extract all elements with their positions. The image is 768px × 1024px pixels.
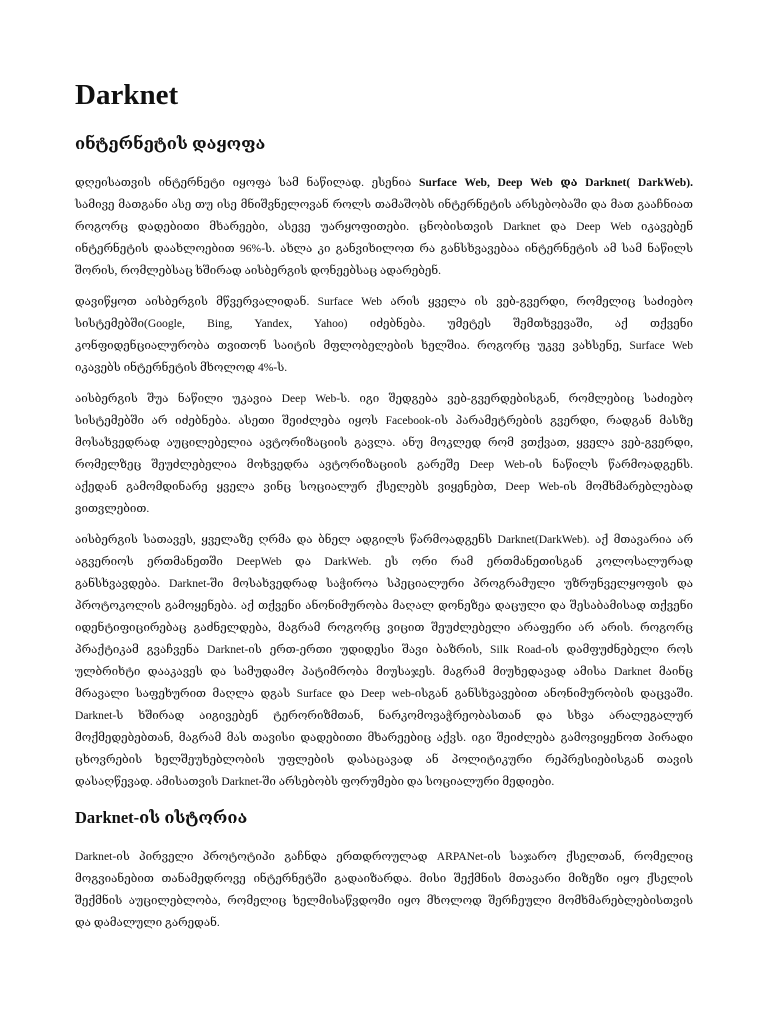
text-run: დღეისათვის ინტერნეტი იყოფა სამ ნაწილად. ესენია <box>75 176 412 189</box>
paragraph <box>75 172 693 282</box>
text-line: აისბერგის სათავეს, ყველაზე ღრმა და ბნელ ადგილს წარმოადგენს Darknet(DarkWeb). აქ მთავარია არ <box>75 533 693 546</box>
bold-text: Surface Web, Deep Web და Darknet( DarkWeb). <box>418 176 693 189</box>
text-line: აისბერგის შუა ნაწილი უკავია Deep Web-ს. იგი შედგება ვებ-გვერდებისგან, რომლებიც საძიებო <box>75 392 693 405</box>
text-line: რომელზეც შეუძლებელია მოხვედრა ავტორიზაციის გარეშე Deep Web-ის ნაწილს წარმოადგენს. <box>75 458 693 471</box>
text-line: მოსახვედრად აუცილებელია ავტორიზაციის გავლა. ანუ მოკლედ რომ ვთქვათ, ყველა ვებ-გვერდი, <box>75 436 693 449</box>
text-line: სამივე მათგანი ასე თუ ისე მნიშვნელოვან როლს თამაშობს ინტერნეტის არსებობაში და მათ გააჩნიათ <box>75 198 693 211</box>
text-line: მოგვიანებით თანამედროვე ინტერნეტში გადაიზარდა. მისი შექმნის მთავარი მიზეზი იყო ქსელის <box>75 872 693 885</box>
section-heading: Darknet-ის ისტორია <box>75 808 248 827</box>
text-line: პროტოკოლის გამოყენება. აქ თქვენი ანონიმურობა მაღალ დონეზეა დაცული და შესაბამისად თქვენი <box>75 599 693 612</box>
paragraph <box>75 388 693 520</box>
paragraph <box>75 846 693 934</box>
document-page <box>75 78 693 943</box>
text-line: აქედან გამომდინარე ყველა ვინც სოციალურ ქსელებს ვიყენებთ, Deep Web-ის მომხმარებლებად <box>75 480 693 493</box>
text-line: იკავებს ინტერნეტის მხოლოდ 4%-ს. <box>75 361 288 374</box>
text-line: სისტემებში არ იძებნება. ასეთი შეიძლება იყოს Facebook-ის პარამეტრების გვერდი, რადგან მასზე <box>75 414 693 427</box>
text-line: დავიწყოთ აისბერგის მწვერვალიდან. Surface Web არის ყველა ის ვებ-გვერდი, რომელიც საძიებო <box>75 295 693 308</box>
document-title: Darknet <box>75 79 179 111</box>
text-line: იდენტიფიცირებაც გაძნელდება, მაგრამ როგორც ვიცით შეუძლებელი არაფერი არ არის. როგორც <box>75 621 693 634</box>
text-line: ინტერნეტის დაახლოებით 96%-ს. ახლა კი განვიხილოთ რა განსხვავებაა ინტერნეტის ამ სამ ნაწილს <box>75 242 693 255</box>
paragraph <box>75 529 693 793</box>
text-line: მოქმედებებთან, მაგრამ მას თავისი დადებითი მხარეებიც აქვს. იგი შეიძლება გამოვიყენოთ პირადი <box>75 731 693 744</box>
text-line: როგორც დადებითი მხარეები, ასევე უარყოფითები. ცნობისთვის Darknet და Deep Web იკავებენ <box>75 220 693 233</box>
text-line: ცხოვრების ხელშეუხებლობის უფლების დასაცავად ან პოლიტიკური რეპრესიებისგან თავის <box>75 753 693 766</box>
section-heading: ინტერნეტის დაყოფა <box>75 134 266 153</box>
section-darknet-history <box>75 806 693 934</box>
text-line: Darknet-ს ხშირად აიგივებენ ტერორიზმთან, ნარკომოვაჭრეობასთან და სხვა არალეგალურ <box>75 709 693 722</box>
text-line: განსხვავდება. Darknet-ში მოსახვედრად საჭიროა სპეციალური პროგრამული უზრუნველყოფის და <box>75 577 693 590</box>
text-line: ვითვლებით. <box>75 502 150 515</box>
text-line <box>75 172 693 194</box>
section-internet-division <box>75 132 693 793</box>
text-line: კონფიდენციალურობა თვითონ საიტის მფლობელების ხელშია. როგორც უკვე ვახსენე, Surface Web <box>75 339 693 352</box>
text-line: მრავალი საფეხურით მაღლა დგას Surface და Deep web-ისგან განსხვავებით ანონიმურობის დაცვაში. <box>75 687 693 700</box>
text-line: პრაქტიკამ გვაჩვენა Darknet-ის ერთ-ერთი უდიდესი შავი ბაზრის, Silk Road-ის დამფუძნებელი როს <box>75 643 693 656</box>
text-line: Darknet-ის პირველი პროტოტიპი გაჩნდა ერთდროულად ARPANet-ის საჯარო ქსელთან, რომელიც <box>75 850 693 863</box>
text-line: შორის, რომლებსაც ხშირად აისბერგის დონეებსაც ადარებენ. <box>75 264 442 277</box>
text-line: აგვერიოს ერთმანეთში DeepWeb და DarkWeb. ეს ორი რამ ერთმანეთისგან კოლოსალურად <box>75 555 693 568</box>
text-line: შექმნის აუცილებლობა, რომელიც ხელმისაწვდომი იყო მხოლოდ შერჩეული მომხმარებლებისთვის <box>75 894 693 907</box>
text-line: სისტემებში(Google, Bing, Yandex, Yahoo) იძებნება. უმეტეს შემთხვევაში, აქ თქვენი <box>75 317 693 330</box>
text-line: და დამალული გარედან. <box>75 916 220 929</box>
text-line: დასაღწევად. ამისათვის Darknet-ში არსებობს ფორუმები და სოციალური მედიები. <box>75 775 555 788</box>
text-line: ულბრიხტი დააკავეს და სამუდამო პატიმრობა მიუსაჯეს. მაგრამ მიუხედავად ამისა Darknet მაინც <box>75 665 693 678</box>
paragraph <box>75 291 693 379</box>
